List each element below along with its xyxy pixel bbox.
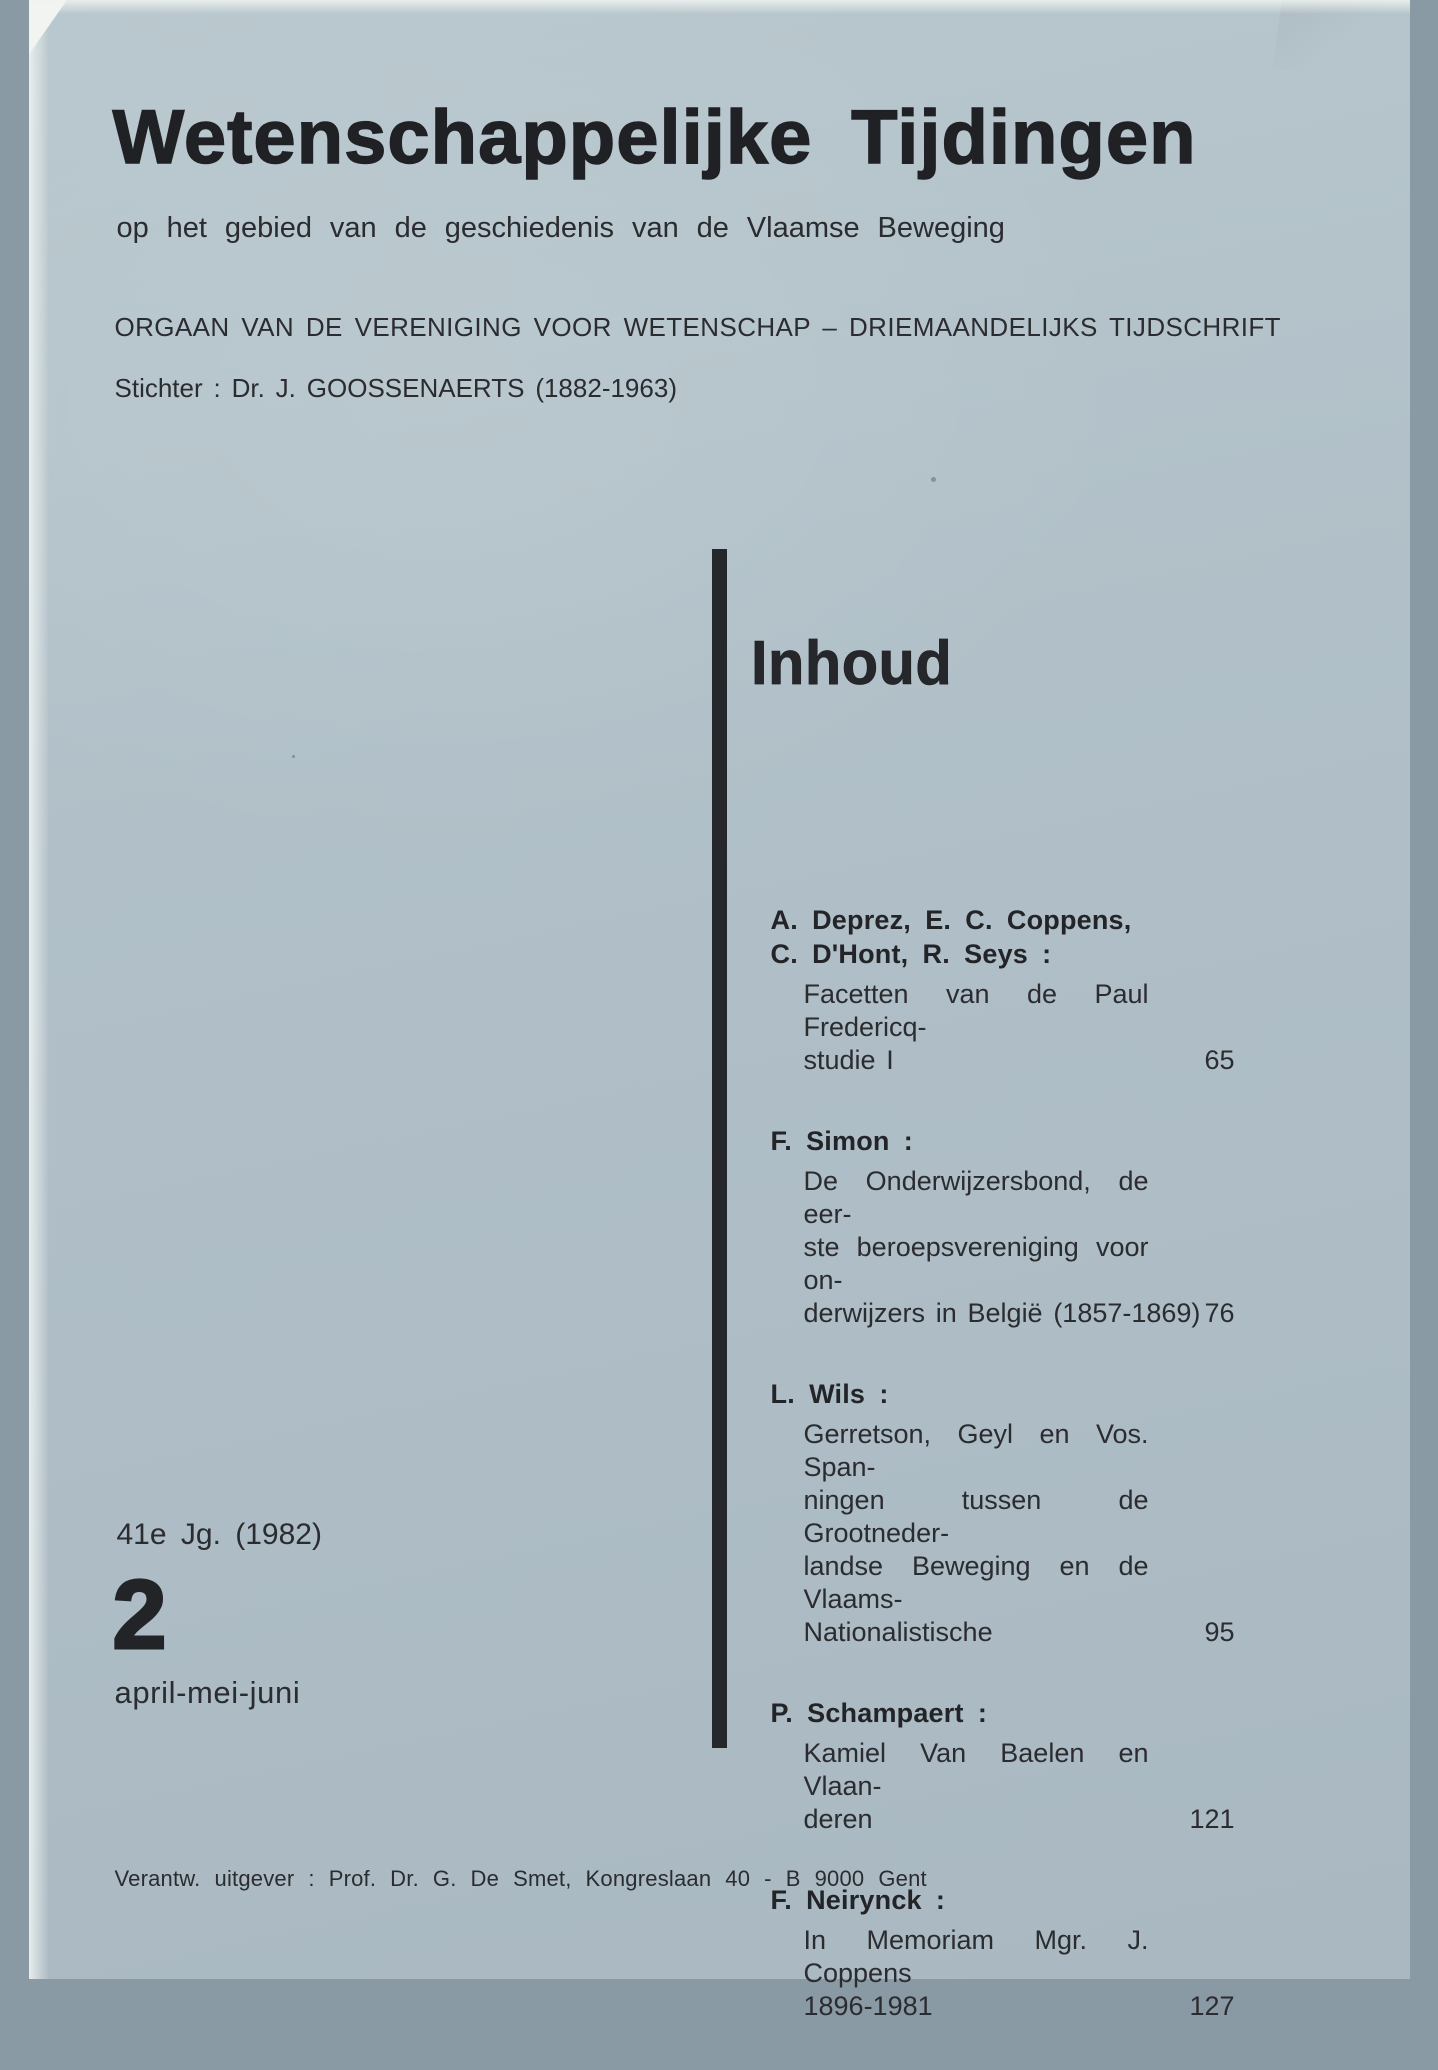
title-page-row <box>771 1990 1235 2023</box>
founder-line: Stichter : Dr. J. GOOSSENAERTS (1882-1963) <box>114 373 677 403</box>
author-line: L. Wils : <box>770 1379 889 1409</box>
toc-entry <box>771 1377 1235 1649</box>
issue-number: 2 <box>112 1560 167 1669</box>
author-block <box>771 1124 1235 1158</box>
organ-line: ORGAAN VAN DE VERENIGING VOOR WETENSCHAP – DRIEMAANDELIJKS TIJDSCHRIFT <box>114 312 1281 342</box>
toc-heading: Inhoud <box>750 629 952 698</box>
months-label: april-mei-juni <box>114 1675 301 1710</box>
subtitle: op het gebied van de geschiedenis van de Vlaamse Beweging <box>116 212 1005 244</box>
title-page-row <box>771 1616 1235 1649</box>
title-line: De Onderwijzersbond, de eer- <box>803 1166 1149 1229</box>
page-number: 76 <box>1204 1298 1235 1328</box>
toc-entry <box>771 1124 1235 1330</box>
toc-entry <box>771 903 1235 1077</box>
title-page-row <box>771 1297 1235 1330</box>
author-line: P. Schampaert : <box>770 1698 988 1728</box>
title-line: ningen tussen de Grootneder- <box>803 1485 1149 1548</box>
page-number: 95 <box>1204 1617 1235 1647</box>
author-block <box>771 1696 1235 1730</box>
title-line: landse Beweging en de Vlaams- <box>803 1551 1149 1614</box>
title-line: ste beroepsvereniging voor on- <box>803 1232 1149 1295</box>
title-line: 1896-1981 <box>803 1991 933 2021</box>
title-page-row <box>771 1803 1235 1836</box>
table-of-contents <box>771 903 1235 2070</box>
toc-entry <box>771 1883 1235 2023</box>
volume-label: 41e Jg. (1982) <box>116 1518 322 1551</box>
title-line: deren <box>803 1804 873 1834</box>
title-line: studie I <box>803 1045 894 1075</box>
author-block <box>771 1377 1235 1411</box>
title-line: Kamiel Van Baelen en Vlaan- <box>803 1738 1149 1801</box>
toc-vertical-rule <box>712 549 727 1748</box>
imprint-line: Verantw. uitgever : Prof. Dr. G. De Smet, Kongreslaan 40 - B 9000 Gent <box>114 1866 927 1891</box>
author-line: F. Simon : <box>770 1126 913 1156</box>
scan-corner-sliver <box>29 0 99 55</box>
author-line: A. Deprez, E. C. Coppens, <box>770 905 1132 935</box>
title-line: Gerretson, Geyl en Vos. Span- <box>803 1419 1149 1482</box>
title-line: derwijzers in België (1857-1869) <box>803 1298 1201 1328</box>
scan-crease <box>1272 0 1438 91</box>
page-number: 127 <box>1189 1991 1235 2021</box>
author-line: C. D'Hont, R. Seys : <box>770 939 1052 969</box>
page-title: Wetenschappelijke Tijdingen <box>112 95 1197 180</box>
scan-speck <box>931 477 936 482</box>
scan-speck <box>292 755 295 758</box>
page-number: 65 <box>1204 1045 1235 1075</box>
title-line: Facetten van de Paul Fredericq- <box>803 979 1149 1042</box>
title-page-row <box>771 1044 1235 1077</box>
title-line: Nationalistische <box>803 1617 993 1647</box>
page-number: 121 <box>1189 1804 1235 1834</box>
title-line: In Memoriam Mgr. J. Coppens <box>803 1925 1149 1988</box>
journal-cover <box>29 0 1410 2021</box>
author-block <box>771 903 1235 971</box>
toc-entry <box>771 1696 1235 1836</box>
author-line: F. Neirynck : <box>770 1885 946 1915</box>
